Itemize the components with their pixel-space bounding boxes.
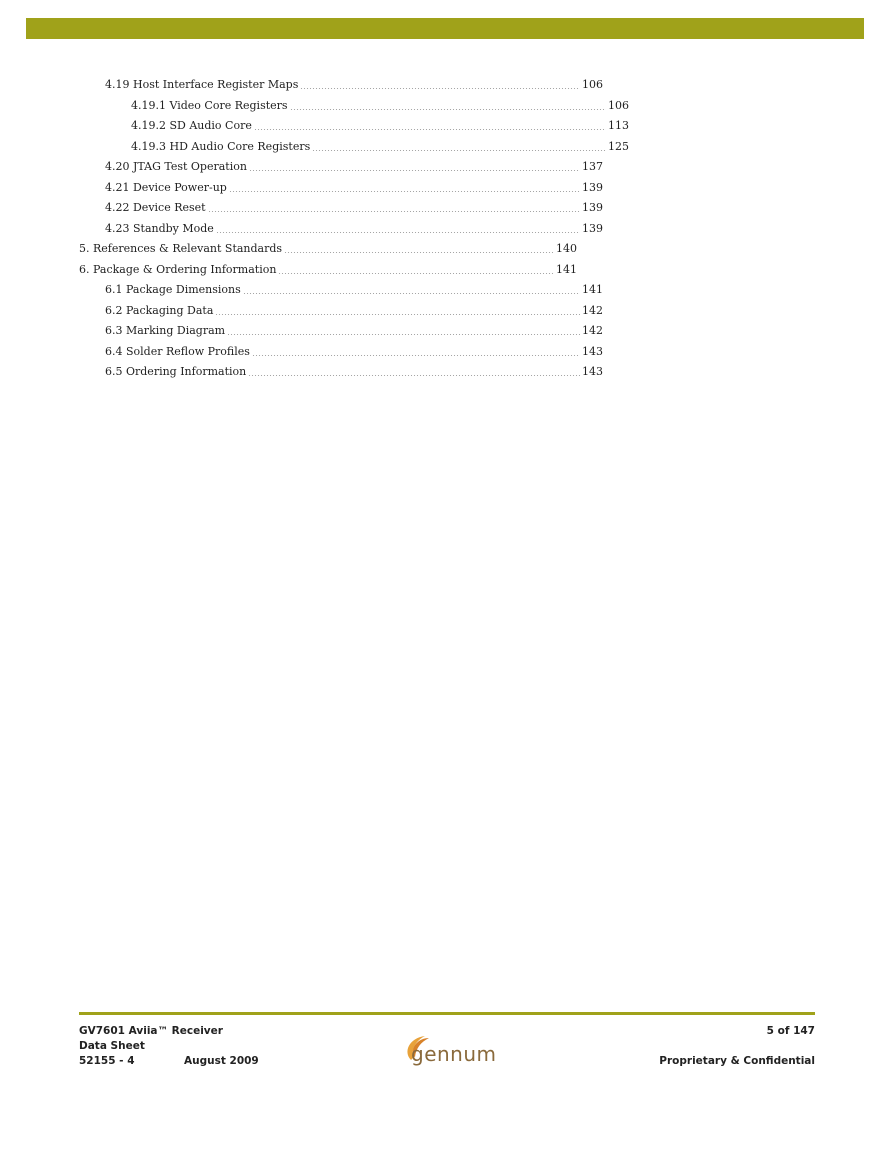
toc-entry-label: 4.20 JTAG Test Operation [105,160,247,173]
toc-entry-label: 4.19.2 SD Audio Core [131,119,252,132]
toc-entry[interactable] [79,113,629,133]
toc-entry-page: 137 [582,160,603,173]
toc-entry[interactable] [79,93,629,113]
toc-entry-page: 139 [582,201,603,214]
toc-entry[interactable] [79,298,603,318]
toc-entry-page: 113 [608,119,629,132]
toc-entry-page: 125 [608,139,629,153]
toc-entry-label: 6.4 Solder Reflow Profiles [105,344,250,358]
toc-entry[interactable] [79,175,603,195]
toc-entry-label: 6.2 Packaging Data [105,303,214,317]
toc-leader-dots [249,170,580,171]
document-number: 52155 - 4 [79,1055,135,1067]
toc-entry[interactable] [79,277,603,297]
toc-entry-label: 6. Package & Ordering Information [79,262,277,276]
logo-wordmark: gennum [411,1042,497,1066]
toc-entry-page: 141 [556,262,577,276]
toc-entry[interactable] [79,359,603,379]
toc-entry-label: 6.5 Ordering Information [105,365,247,378]
document-date: August 2009 [184,1055,259,1067]
page-number: 5 of 147 [766,1025,815,1037]
header-bar [26,18,864,39]
toc-leader-dots [243,293,580,294]
document-type: Data Sheet [79,1040,145,1052]
toc-entry-label: 6.3 Marking Diagram [105,324,226,337]
gennum-logo [399,1030,497,1070]
confidentiality-notice: Proprietary & Confidential [659,1055,815,1067]
toc-leader-dots [290,109,606,110]
footer-bar [79,1012,815,1015]
toc-entry-label: 5. References & Relevant Standards [79,242,283,255]
toc-entry-label: 4.19.1 Video Core Registers [131,98,288,112]
toc-leader-dots [215,314,580,315]
toc-entry-label: 4.19.3 HD Audio Core Registers [131,139,311,153]
toc-entry-label: 4.23 Standby Mode [105,221,214,235]
toc-entry-page: 141 [582,283,603,296]
toc-entry[interactable] [79,216,603,236]
product-name: GV7601 Aviia™ Receiver [79,1025,223,1037]
toc-entry-page: 139 [582,221,603,235]
toc-entry-page: 143 [582,365,603,378]
toc-entry[interactable] [79,134,629,154]
toc-entry-page: 142 [582,303,603,317]
toc-entry-label: 4.22 Device Reset [105,201,206,214]
toc-leader-dots [254,129,606,130]
toc-entry[interactable] [79,257,577,277]
toc-entry-label: 4.21 Device Power-up [105,180,227,194]
toc-entry[interactable] [79,195,603,215]
toc-entry-page: 106 [582,78,603,91]
toc-entry[interactable] [79,154,603,174]
toc-leader-dots [312,150,606,151]
toc-entry-label: 6.1 Package Dimensions [105,283,241,296]
toc-leader-dots [278,273,554,274]
toc-entry-label: 4.19 Host Interface Register Maps [105,78,299,91]
toc-entry[interactable] [79,72,603,92]
toc-entry-page: 142 [582,324,603,337]
toc-entry-page: 140 [556,242,577,255]
toc-leader-dots [208,211,580,212]
toc-leader-dots [229,191,580,192]
toc-leader-dots [252,355,580,356]
page-footer [79,1025,815,1073]
toc-leader-dots [300,88,580,89]
toc-entry[interactable] [79,339,603,359]
toc-leader-dots [248,375,580,376]
toc-entry-page: 143 [582,344,603,358]
toc-leader-dots [284,252,554,253]
toc-entry-page: 139 [582,180,603,194]
toc-leader-dots [227,334,580,335]
toc-entry-page: 106 [608,98,629,112]
toc-leader-dots [216,232,580,233]
toc-entry[interactable] [79,236,577,256]
toc-entry[interactable] [79,318,603,338]
